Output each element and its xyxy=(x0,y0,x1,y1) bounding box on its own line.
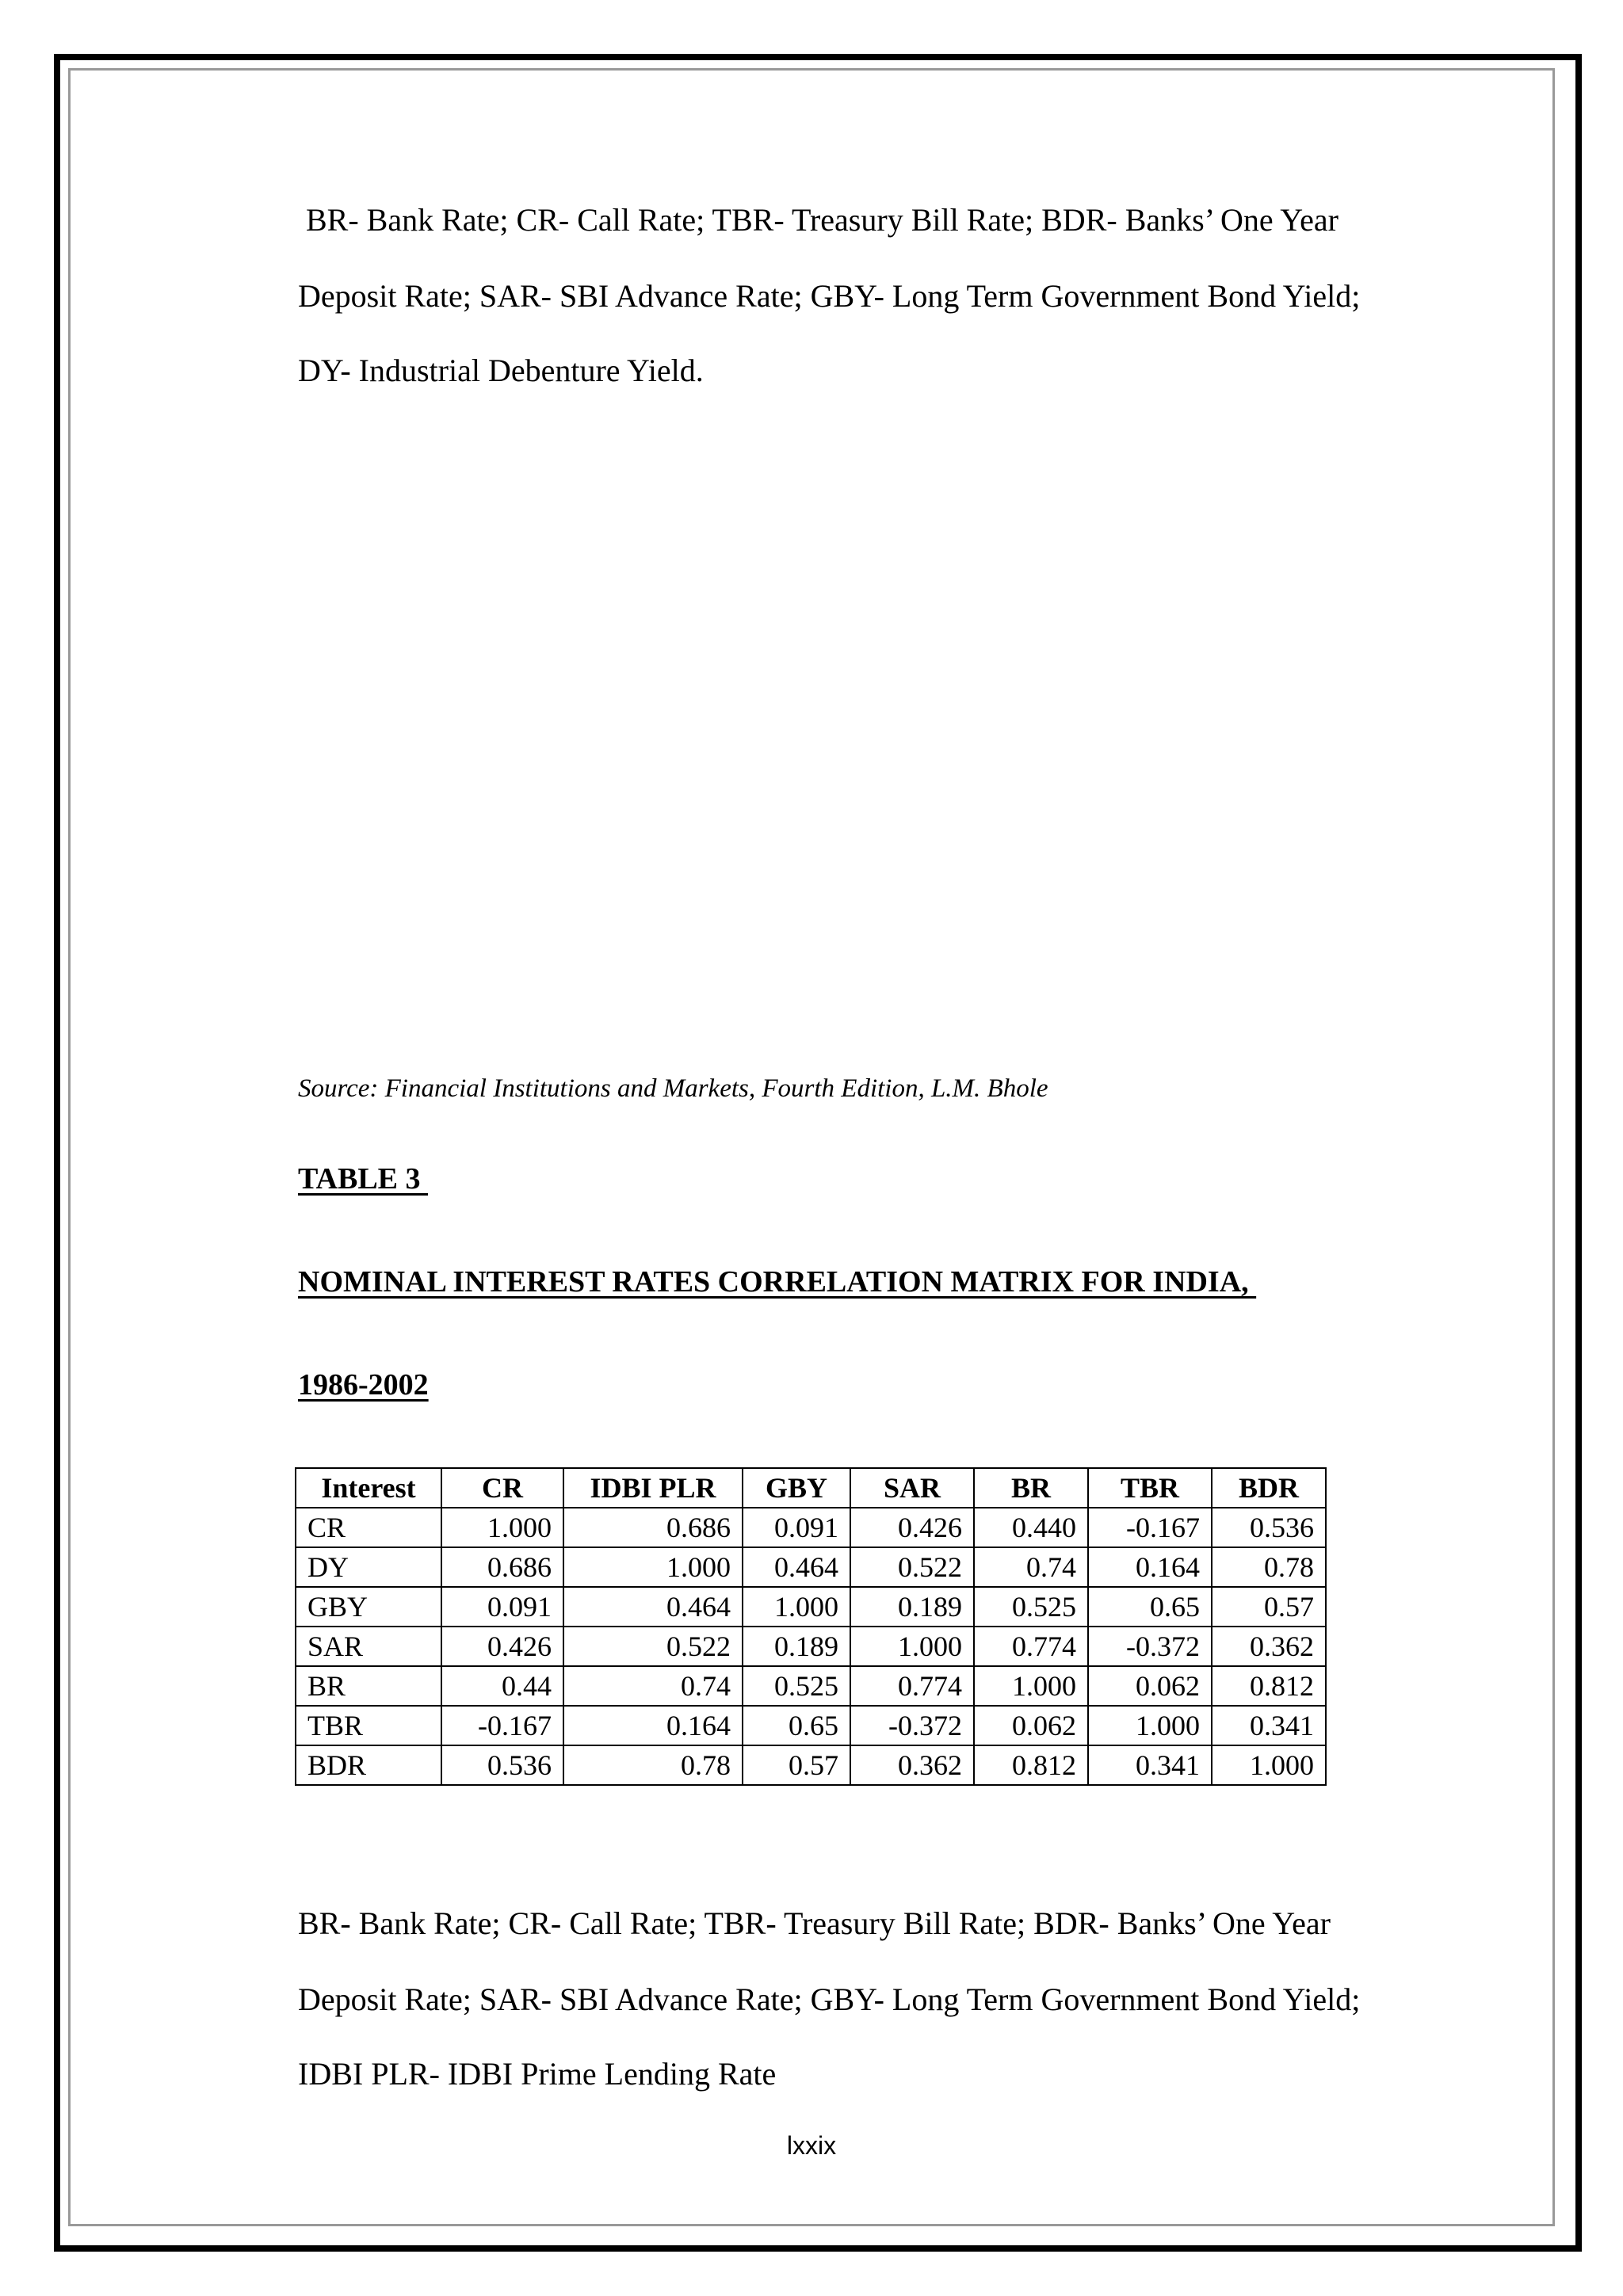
table-row xyxy=(296,1706,1326,1745)
row-label: TBR xyxy=(296,1706,441,1745)
table-label: TABLE 3 xyxy=(298,1162,429,1196)
table-cell: 0.464 xyxy=(563,1587,743,1627)
table-cell: 0.189 xyxy=(743,1627,850,1666)
table-row xyxy=(296,1666,1326,1706)
table-cell: 1.000 xyxy=(743,1587,850,1627)
table-cell: 0.78 xyxy=(563,1745,743,1785)
table-cell: 0.57 xyxy=(1212,1587,1326,1627)
table-cell: 0.464 xyxy=(743,1547,850,1587)
page-number: lxxix xyxy=(786,2131,837,2160)
table-cell: 0.362 xyxy=(850,1745,974,1785)
header-idbi-plr: IDBI PLR xyxy=(563,1468,743,1508)
top-note-line-3: DY- Industrial Debenture Yield. xyxy=(298,353,704,388)
table-cell: 0.522 xyxy=(563,1627,743,1666)
table-cell: 0.062 xyxy=(1088,1666,1212,1706)
header-cr: CR xyxy=(441,1468,563,1508)
table-cell: 0.812 xyxy=(1212,1666,1326,1706)
table-cell: 1.000 xyxy=(563,1547,743,1587)
row-label: GBY xyxy=(296,1587,441,1627)
row-label: SAR xyxy=(296,1627,441,1666)
table-cell: 1.000 xyxy=(850,1627,974,1666)
table-header-row xyxy=(296,1468,1326,1508)
row-label: DY xyxy=(296,1547,441,1587)
table-cell: -0.372 xyxy=(1088,1627,1212,1666)
table-cell: 0.686 xyxy=(563,1508,743,1547)
table-cell: 0.65 xyxy=(743,1706,850,1745)
header-bdr: BDR xyxy=(1212,1468,1326,1508)
row-label: CR xyxy=(296,1508,441,1547)
table-title-line-2: 1986-2002 xyxy=(298,1368,429,1402)
table-cell: 0.341 xyxy=(1212,1706,1326,1745)
table-cell: 0.74 xyxy=(563,1666,743,1706)
table-cell: 0.686 xyxy=(441,1547,563,1587)
table-cell: -0.167 xyxy=(441,1706,563,1745)
table-row xyxy=(296,1508,1326,1547)
table-cell: 1.000 xyxy=(441,1508,563,1547)
table-cell: 0.341 xyxy=(1088,1745,1212,1785)
table-cell: 0.426 xyxy=(850,1508,974,1547)
table-cell: 0.57 xyxy=(743,1745,850,1785)
header-sar: SAR xyxy=(850,1468,974,1508)
table-cell: 0.164 xyxy=(1088,1547,1212,1587)
row-label: BR xyxy=(296,1666,441,1706)
correlation-matrix-table xyxy=(295,1467,1327,1786)
table-cell: 0.062 xyxy=(974,1706,1088,1745)
table-cell: -0.167 xyxy=(1088,1508,1212,1547)
table-row xyxy=(296,1587,1326,1627)
page-border-inner xyxy=(68,68,1555,2226)
header-interest: Interest xyxy=(296,1468,441,1508)
row-label: BDR xyxy=(296,1745,441,1785)
table-cell: 0.44 xyxy=(441,1666,563,1706)
bottom-note-line-1: BR- Bank Rate; CR- Call Rate; TBR- Treasury Bill Rate; BDR- Banks’ One Year xyxy=(298,1905,1331,1941)
table-cell: 0.774 xyxy=(974,1627,1088,1666)
table-cell: 0.525 xyxy=(743,1666,850,1706)
table-cell: 0.164 xyxy=(563,1706,743,1745)
header-br: BR xyxy=(974,1468,1088,1508)
table-cell: 0.78 xyxy=(1212,1547,1326,1587)
table-cell: 0.536 xyxy=(441,1745,563,1785)
top-note-line-1: BR- Bank Rate; CR- Call Rate; TBR- Treasury Bill Rate; BDR- Banks’ One Year xyxy=(298,202,1338,238)
table-cell: 0.091 xyxy=(441,1587,563,1627)
bottom-note-line-2: Deposit Rate; SAR- SBI Advance Rate; GBY- Long Term Government Bond Yield; xyxy=(298,1981,1361,2017)
table-cell: 0.812 xyxy=(974,1745,1088,1785)
table-cell: 0.189 xyxy=(850,1587,974,1627)
table-cell: 0.091 xyxy=(743,1508,850,1547)
table-row xyxy=(296,1627,1326,1666)
table-cell: 0.426 xyxy=(441,1627,563,1666)
header-gby: GBY xyxy=(743,1468,850,1508)
header-tbr: TBR xyxy=(1088,1468,1212,1508)
table-cell: 0.522 xyxy=(850,1547,974,1587)
table-row xyxy=(296,1745,1326,1785)
table-cell: 0.774 xyxy=(850,1666,974,1706)
table-cell: 0.525 xyxy=(974,1587,1088,1627)
source-citation: Source: Financial Institutions and Markets, Fourth Edition, L.M. Bhole xyxy=(298,1074,1048,1103)
table-title-line-1: NOMINAL INTEREST RATES CORRELATION MATRIX FOR INDIA, xyxy=(298,1265,1257,1299)
table-cell: 1.000 xyxy=(1088,1706,1212,1745)
table-cell: 1.000 xyxy=(1212,1745,1326,1785)
table-cell: 0.440 xyxy=(974,1508,1088,1547)
top-note-line-2: Deposit Rate; SAR- SBI Advance Rate; GBY- Long Term Government Bond Yield; xyxy=(298,278,1361,314)
table-cell: 0.362 xyxy=(1212,1627,1326,1666)
table-cell: 0.65 xyxy=(1088,1587,1212,1627)
bottom-note-line-3: IDBI PLR- IDBI Prime Lending Rate xyxy=(298,2056,777,2092)
table-cell: 0.74 xyxy=(974,1547,1088,1587)
table-row xyxy=(296,1547,1326,1587)
table-cell: 1.000 xyxy=(974,1666,1088,1706)
table-cell: -0.372 xyxy=(850,1706,974,1745)
table-cell: 0.536 xyxy=(1212,1508,1326,1547)
